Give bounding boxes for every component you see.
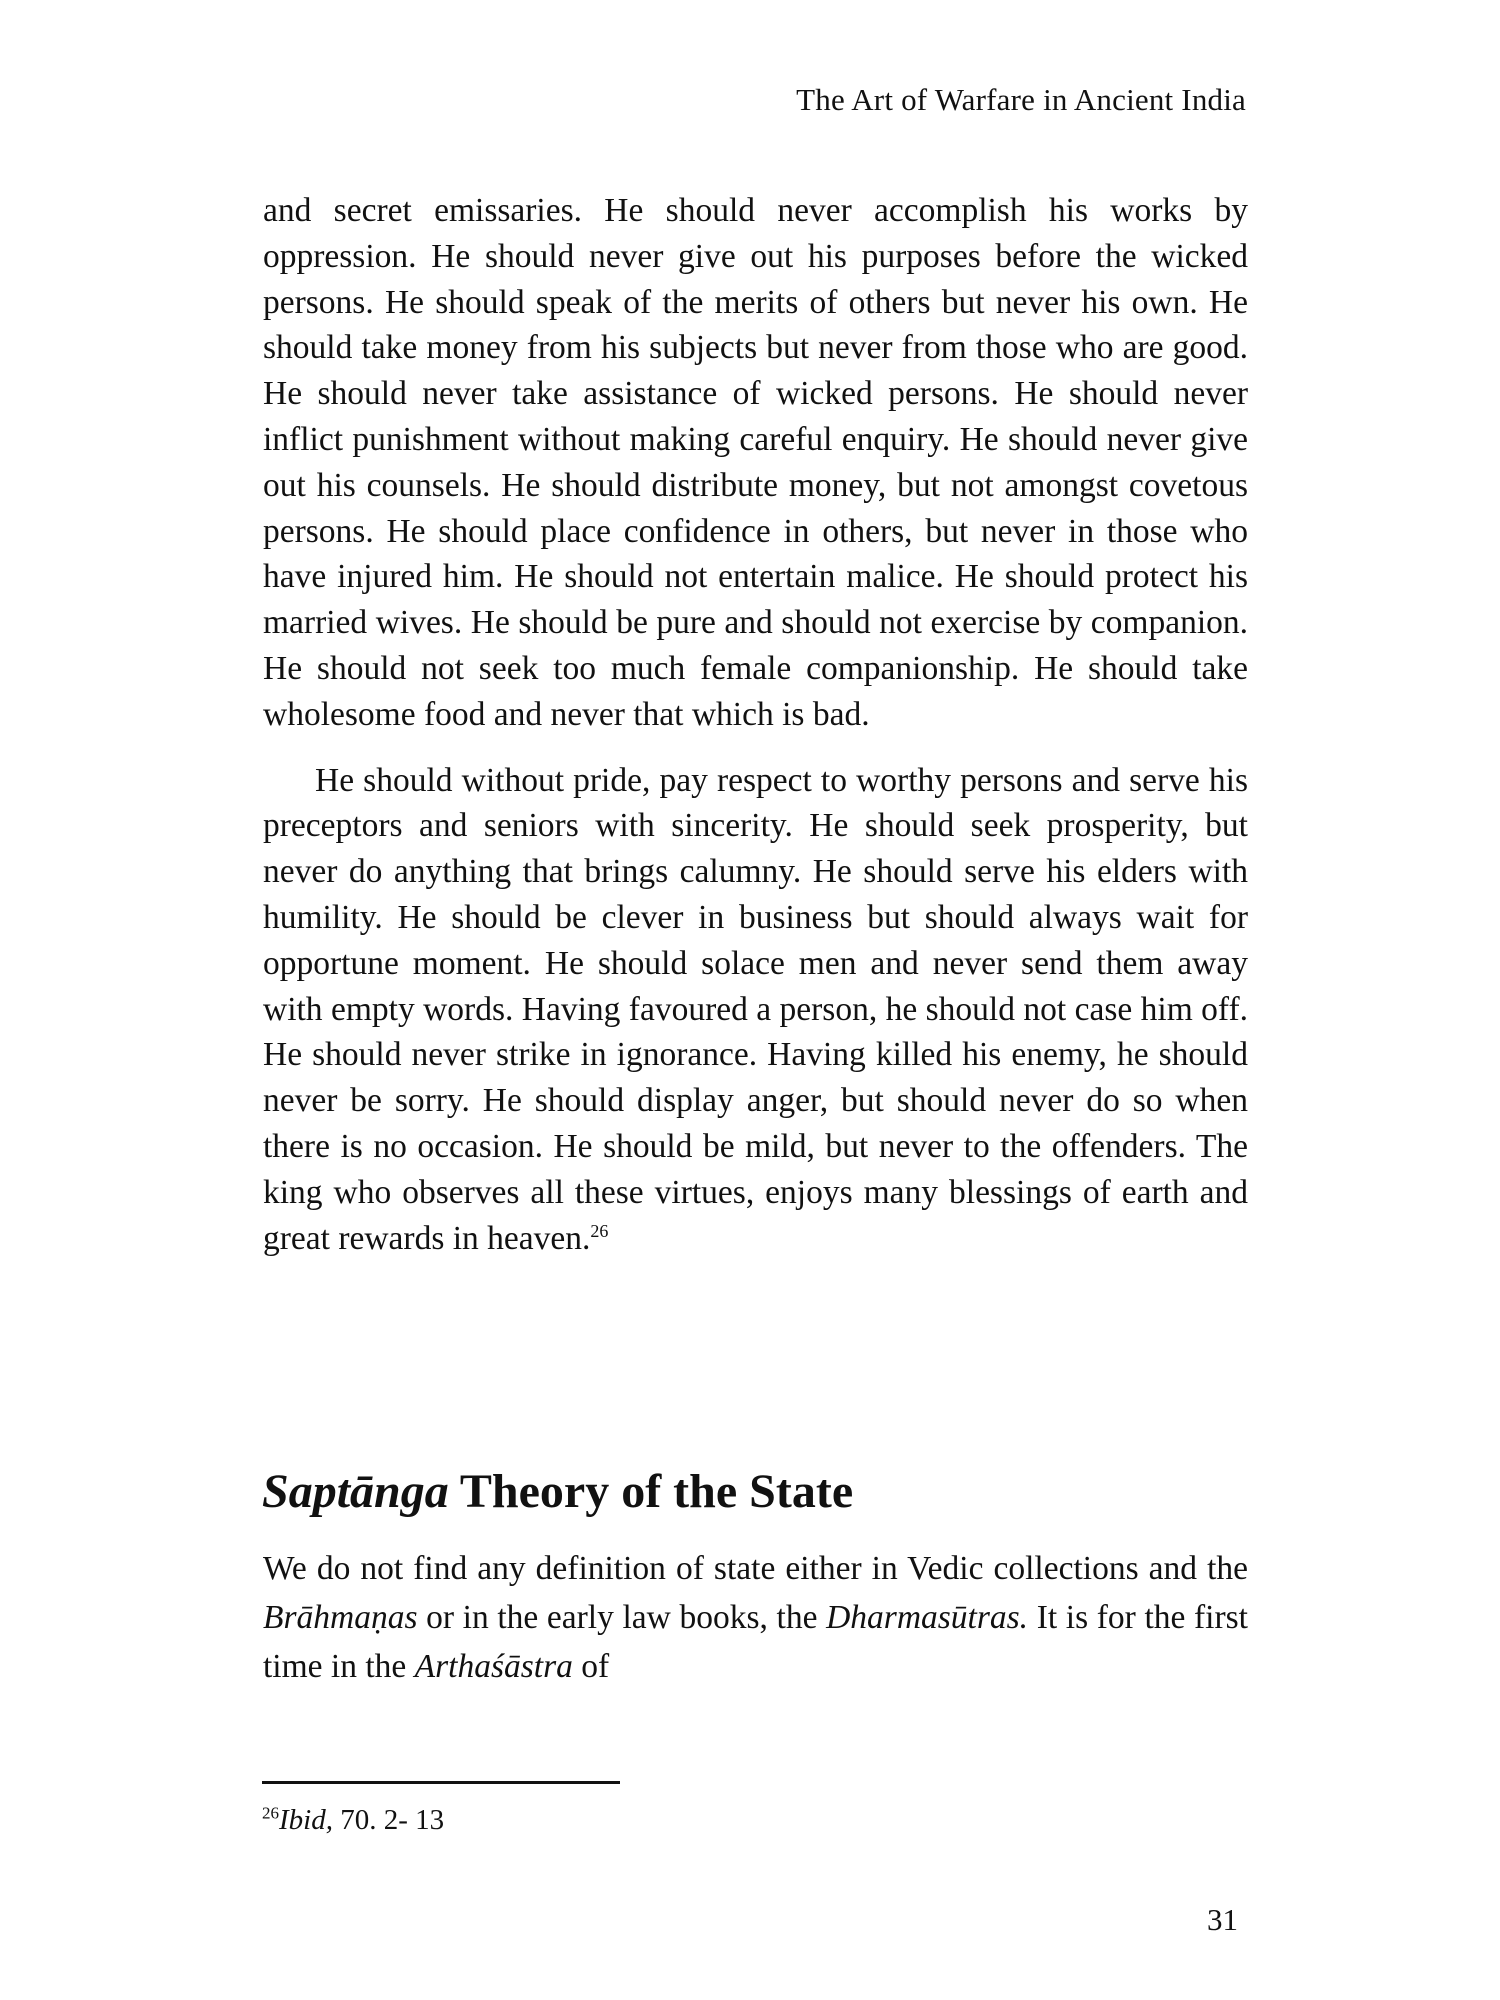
section-heading bbox=[262, 1462, 853, 1522]
footnote bbox=[262, 1802, 444, 1838]
footnote-reference: 26 bbox=[590, 1220, 609, 1241]
body-text bbox=[263, 188, 1248, 1261]
footnote-reference-text: 70. 2- 13 bbox=[332, 1804, 445, 1836]
running-header: The Art of Warfare in Ancient India bbox=[796, 82, 1246, 117]
term-arthasastra: Arthaśāstra bbox=[414, 1648, 573, 1685]
paragraph-1: and secret emissaries. He should never accomplish his works by oppression. He should never give out his purposes before the wicked persons. He should speak of the merits of others but never his own. He should take money from his subjects but never from those who are good. He should never take assistance of wicked persons. He should never inflict punishment without making careful enquiry. He should never give out his counsels. He should distribute money, but not amongst covetous persons. He should place confidence in others, but never in those who have injured him. He should not entertain malice. He should protect his married wives. He should be pure and should not exercise by companion. He should not seek too much female companionship. He should take wholesome food and never that which is bad. bbox=[263, 192, 1248, 733]
page-number: 31 bbox=[1207, 1902, 1238, 1937]
paragraph-2 bbox=[263, 758, 1248, 1262]
paragraph-2-text: He should without pride, pay respect to worthy persons and serve his preceptors and seniors with sincerity. He should seek prosperity, but never do anything that brings calumny. He should serve his elders with humility. He should be clever in business but should always wait for opportune moment. He should solace men and never send them away with empty words. Having favoured a person, he should not case him off. He should never strike in ignorance. Having killed his enemy, he should never be sorry. He should display anger, but should never do so when there is no occasion. He should be mild, but never to the offenders. The king who observes all these virtues, enjoys many blessings of earth and great rewards in heaven. bbox=[263, 761, 1248, 1257]
footnote-number: 26 bbox=[262, 1803, 279, 1823]
section-text-part-4: of bbox=[572, 1648, 610, 1685]
footnote-source: Ibid, bbox=[279, 1804, 333, 1836]
term-brahmanas: Brāhmaṇas bbox=[263, 1599, 418, 1636]
section-paragraph bbox=[263, 1544, 1248, 1691]
footnote-divider bbox=[262, 1781, 620, 1784]
section-heading-rest: Theory of the State bbox=[448, 1465, 854, 1518]
section-text-part-3: It is for the first time in the bbox=[263, 1599, 1248, 1685]
section-text-part-1: We do not find any definition of state either in Vedic collections and the bbox=[263, 1550, 1248, 1587]
term-dharmasutras: Dharmasūtras. bbox=[826, 1599, 1029, 1636]
section-heading-term: Saptānga bbox=[262, 1465, 449, 1518]
section-text-part-2: or in the early law books, the bbox=[417, 1599, 827, 1636]
